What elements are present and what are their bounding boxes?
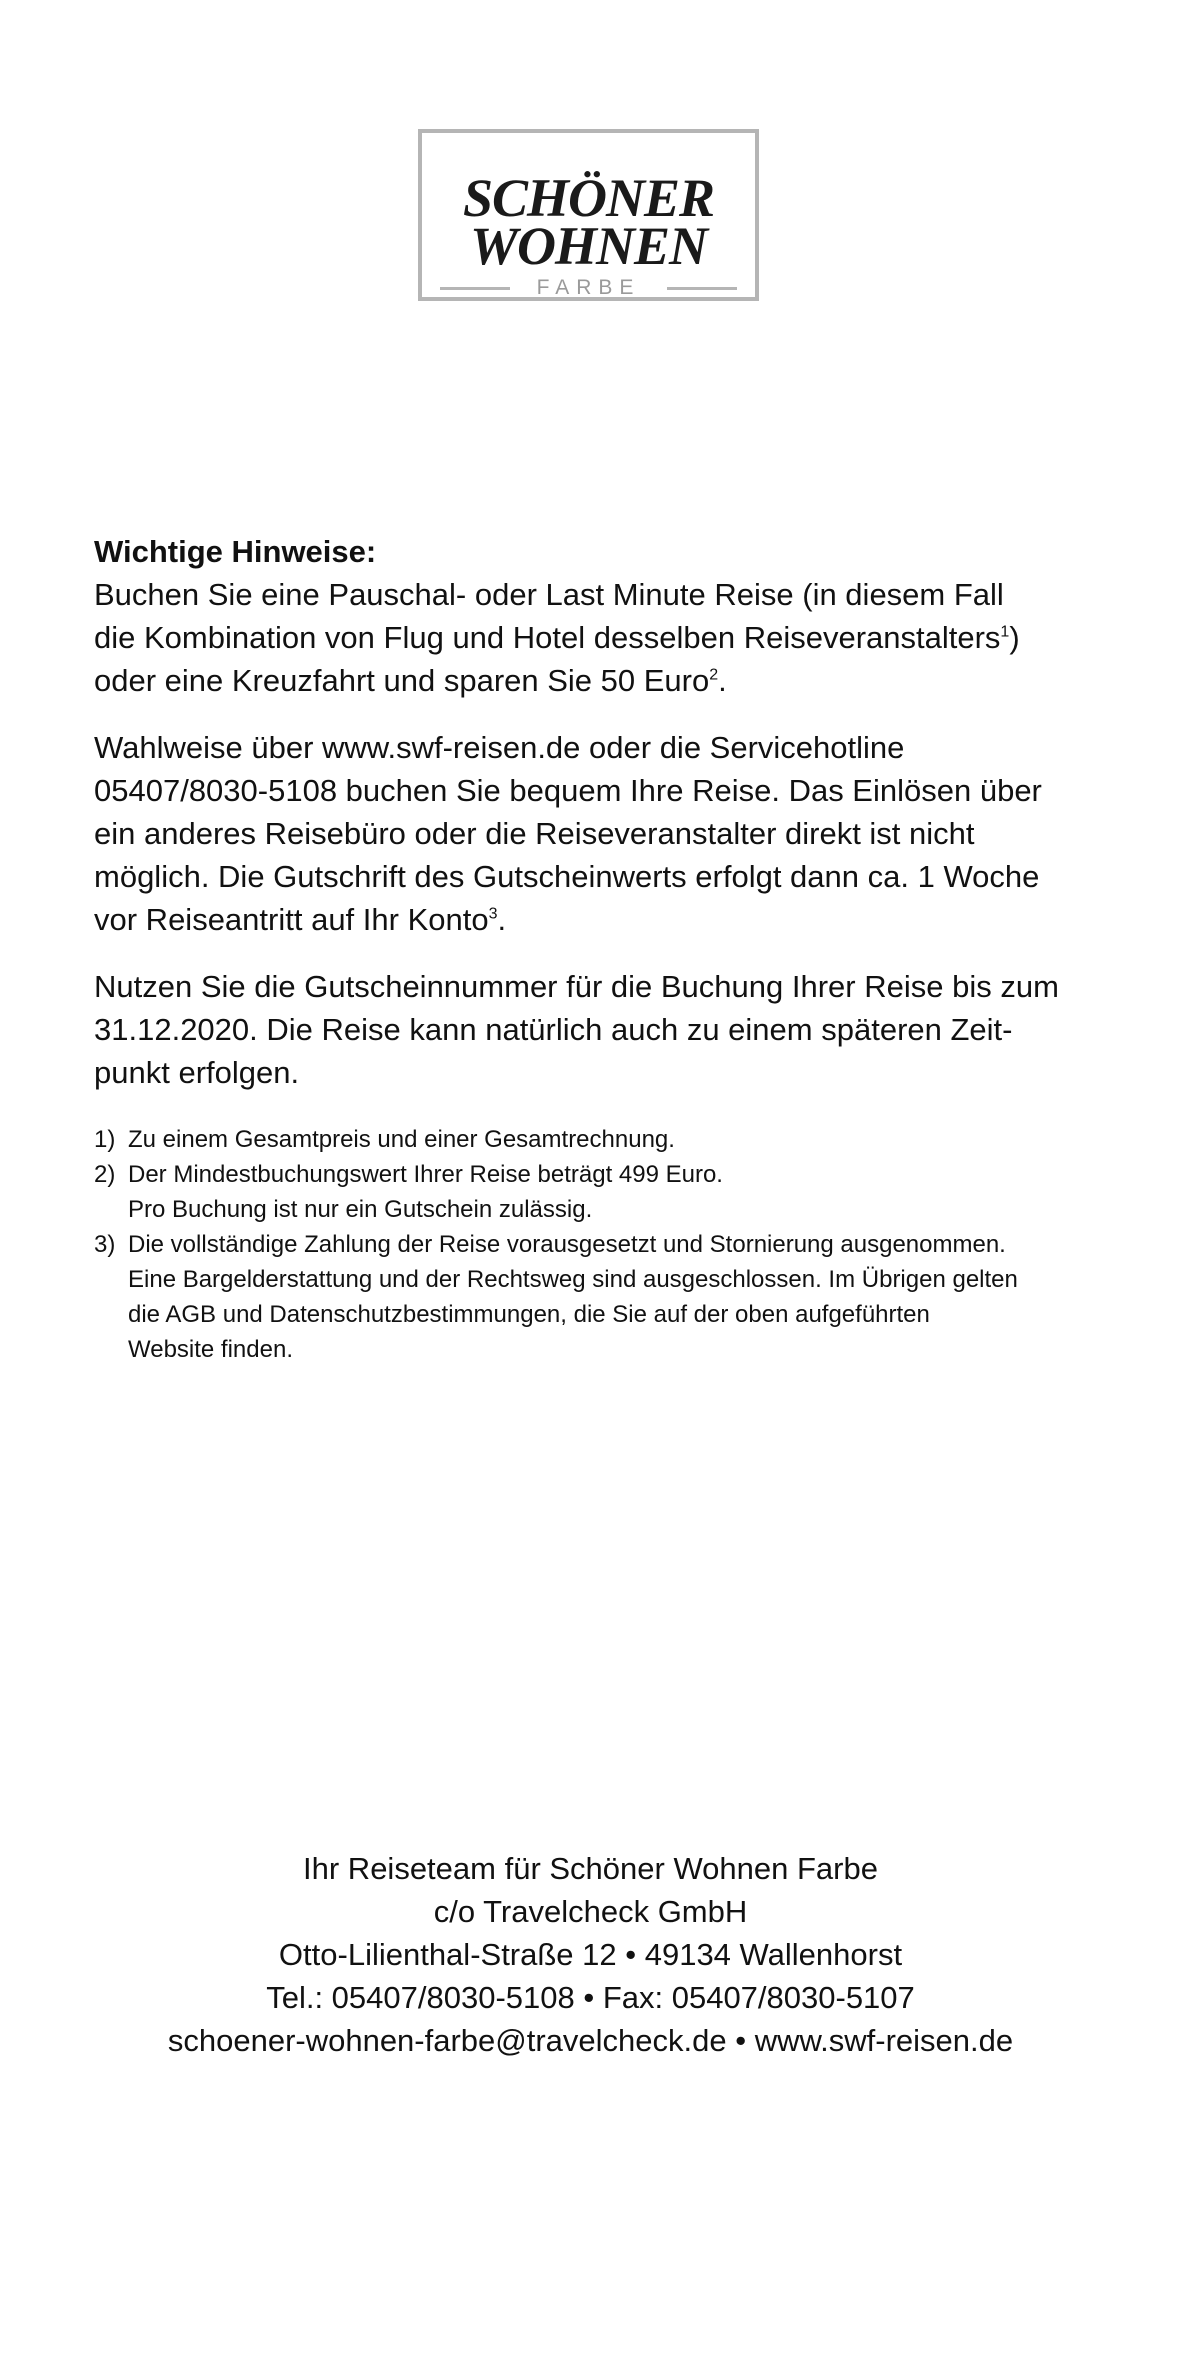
paragraph-booking-line2: die Kombination von Flug und Hotel desselben Reiseveranstalters <box>94 620 1001 655</box>
paragraph-booking-line1: Buchen Sie eine Pauschal- oder Last Minute Reise (in diesem Fall <box>94 577 1004 612</box>
footer-company: c/o Travelcheck GmbH <box>433 1894 748 1929</box>
footnote-text <box>128 1122 1134 1157</box>
main-content <box>94 530 1134 1367</box>
paragraph-channels-line5-end: . <box>497 902 507 937</box>
footer-team: Ihr Reiseteam für Schöner Wohnen Farbe <box>303 1851 878 1886</box>
paragraph-channels-line3: ein anderes Reisebüro oder die Reiseveranstalter direkt ist nicht <box>94 816 975 851</box>
paragraph-channels <box>94 726 1134 941</box>
footnote-ref-3: 3 <box>488 905 498 923</box>
paragraph-booking-line2-end: ) <box>1009 620 1020 655</box>
footnote-number: 1) <box>94 1126 116 1153</box>
footer-address: Otto-Lilienthal-Straße 12 • 49134 Wallenhorst <box>278 1937 903 1972</box>
logo-text-schoener: SCHÖNER <box>462 168 715 228</box>
footnote-3 <box>94 1227 1134 1367</box>
footnote-line: Eine Bargelderstattung und der Rechtsweg sind ausgeschlossen. Im Übrigen gelten <box>128 1266 1018 1293</box>
contact-footer <box>0 1847 1181 2062</box>
footnote-line: Die vollständige Zahlung der Reise vorausgesetzt und Stornierung ausgenommen. <box>128 1231 1006 1258</box>
footnote-text <box>128 1157 1134 1227</box>
paragraph-booking <box>94 573 1134 702</box>
paragraph-deadline-line3: punkt erfolgen. <box>94 1055 300 1090</box>
paragraph-deadline-line1: Nutzen Sie die Gutscheinnummer für die Buchung Ihrer Reise bis zum <box>94 969 1059 1004</box>
footer-phone-fax: Tel.: 05407/8030-5108 • Fax: 05407/8030-5107 <box>266 1980 915 2015</box>
footnote-2 <box>94 1157 1134 1227</box>
paragraph-channels-line5: vor Reiseantritt auf Ihr Konto <box>94 902 489 937</box>
footnote-number: 2) <box>94 1161 116 1188</box>
footnote-line: Website finden. <box>128 1336 293 1363</box>
footer-email-web: schoener-wohnen-farbe@travelcheck.de • www.swf-reisen.de <box>167 2023 1014 2058</box>
logo-text-wohnen: WOHNEN <box>469 216 708 276</box>
footnote-line: die AGB und Datenschutzbestimmungen, die Sie auf der oben aufgeführten <box>128 1301 930 1328</box>
paragraph-channels-line2: 05407/8030-5108 buchen Sie bequem Ihre Reise. Das Einlösen über <box>94 773 1042 808</box>
brand-logo <box>418 129 759 301</box>
footnote-text <box>128 1227 1134 1367</box>
paragraph-booking-line3: oder eine Kreuzfahrt und sparen Sie 50 Euro <box>94 663 710 698</box>
footnote-line: Pro Buchung ist nur ein Gutschein zulässig. <box>128 1196 593 1223</box>
footnotes <box>94 1122 1134 1367</box>
footnote-1 <box>94 1122 1134 1157</box>
footnote-line: Zu einem Gesamtpreis und einer Gesamtrechnung. <box>128 1126 675 1153</box>
paragraph-booking-line3-end: . <box>718 663 727 698</box>
paragraph-deadline-line2: 31.12.2020. Die Reise kann natürlich auch zu einem späteren Zeit- <box>94 1012 1013 1047</box>
logo-text-farbe: FARBE <box>536 276 641 299</box>
paragraph-deadline <box>94 965 1134 1094</box>
paragraph-channels-line4: möglich. Die Gutschrift des Gutscheinwerts erfolgt dann ca. 1 Woche <box>94 859 1040 894</box>
paragraph-channels-line1: Wahlweise über www.swf-reisen.de oder die Servicehotline <box>94 730 905 765</box>
footnote-ref-2: 2 <box>709 666 719 684</box>
footnote-ref-1: 1 <box>1000 623 1010 641</box>
footnote-number: 3) <box>94 1231 116 1258</box>
notice-heading: Wichtige Hinweise: <box>94 534 377 569</box>
footnote-line: Der Mindestbuchungswert Ihrer Reise beträgt 499 Euro. <box>128 1161 723 1188</box>
logo-rule-right <box>667 287 737 290</box>
